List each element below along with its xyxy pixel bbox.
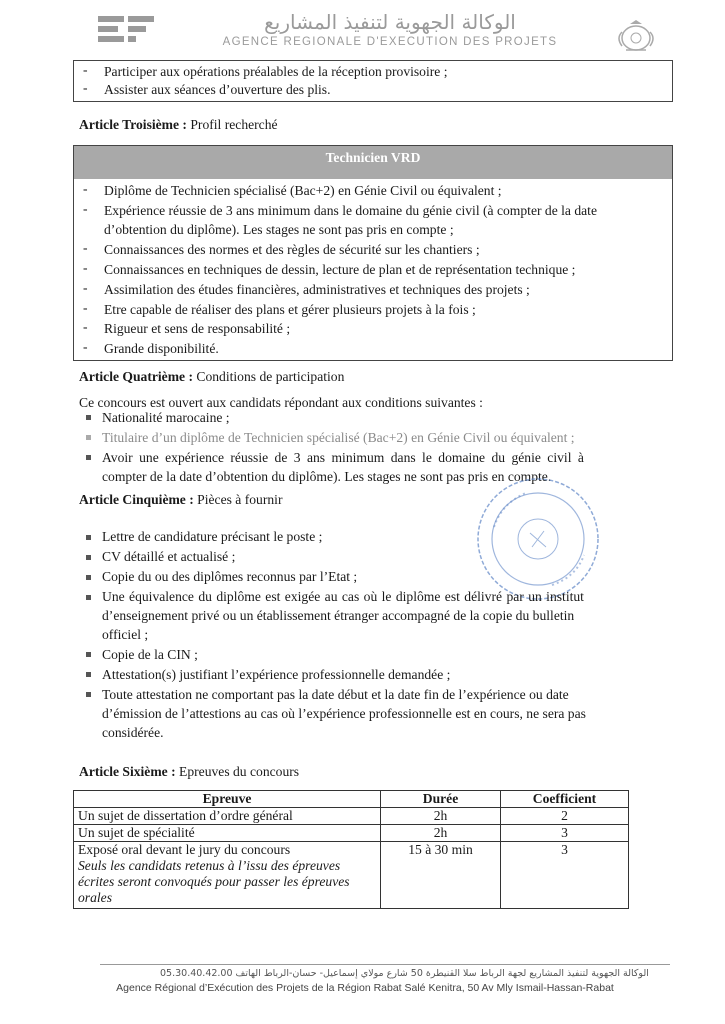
- list-item: Une équivalence du diplôme est exigée au cas où le diplôme est délivré par un institut: [102, 589, 584, 604]
- table-cell-epreuve: Un sujet de dissertation d’ordre général: [74, 808, 381, 825]
- list-item: Avoir une expérience réussie de 3 ans minimum dans le domaine du génie civil à: [102, 450, 584, 465]
- list-item: Copie du ou des diplômes reconnus par l’Etat ;: [102, 569, 358, 584]
- table-cell-epreuve: Un sujet de spécialité: [74, 825, 381, 842]
- list-dash: -: [83, 339, 88, 354]
- bullet-icon: [86, 535, 91, 540]
- bullet-icon: [86, 652, 91, 657]
- list-item: Toute attestation ne comportant pas la date début et la date fin de l’expérience ou date: [102, 687, 569, 702]
- table-cell-duree: 15 à 30 min: [381, 842, 501, 909]
- footer-address-arabic: الوكالة الجهوية لتنفيذ المشاريع لجهة الرباط سلا القنيطرة 50 شارع مولاي إسماعيل- حسان-الرباط الهاتف 05.30.40.42.00: [160, 968, 649, 979]
- epreuve-note: Seuls les candidats retenus à l’issu des épreuves écrites seront convoqués pour passer les épreuves orales: [78, 858, 350, 905]
- list-dash: -: [83, 80, 88, 95]
- list-item: Copie de la CIN ;: [102, 647, 198, 662]
- article-label: Article Sixième :: [79, 764, 176, 779]
- list-dash: -: [83, 240, 88, 255]
- table-row: [74, 808, 629, 825]
- list-item-continuation: d’enseignement privé ou un établissement étranger accompagné de la copie du bulletin: [102, 608, 575, 623]
- list-item: Grande disponibilité.: [104, 341, 219, 356]
- list-item-continuation: officiel ;: [102, 627, 149, 642]
- article-title: Epreuves du concours: [179, 764, 300, 779]
- table-cell-coef: 3: [501, 825, 629, 842]
- article-label: Article Quatrième :: [79, 369, 193, 384]
- list-dash: -: [83, 181, 88, 196]
- article-3-heading: [79, 117, 278, 133]
- list-dash: -: [83, 280, 88, 295]
- table-row: [74, 842, 629, 909]
- list-item-continuation: d’obtention du diplôme). Les stages ne sont pas pris en compte ;: [104, 222, 454, 237]
- list-item-continuation: considérée.: [102, 725, 164, 740]
- agency-logo: [96, 14, 156, 52]
- list-item: Participer aux opérations préalables de la réception provisoire ;: [104, 64, 448, 79]
- table-cell-duree: 2h: [381, 808, 501, 825]
- article-title: Profil recherché: [190, 117, 278, 132]
- list-item: Titulaire d’un diplôme de Technicien spécialisé (Bac+2) en Génie Civil ou équivalent ;: [102, 430, 575, 445]
- list-item: Diplôme de Technicien spécialisé (Bac+2) en Génie Civil ou équivalent ;: [104, 183, 502, 198]
- bullet-icon: [86, 415, 91, 420]
- list-item: Lettre de candidature précisant le poste ;: [102, 529, 323, 544]
- epreuve-title: Exposé oral devant le jury du concours: [78, 842, 291, 857]
- bullet-icon: [86, 575, 91, 580]
- article-title: Conditions de participation: [196, 369, 345, 384]
- article-4-heading: [79, 369, 344, 385]
- agency-name-french: AGENCE REGIONALE D'EXECUTION DES PROJETS: [222, 36, 558, 48]
- bullet-icon: [86, 672, 91, 677]
- list-dash: -: [83, 201, 88, 216]
- list-item: Expérience réussie de 3 ans minimum dans le domaine du génie civil (à compter de la date: [104, 203, 597, 218]
- list-item: CV détaillé et actualisé ;: [102, 549, 236, 564]
- agency-name-arabic: الوكالة الجهوية لتنفيذ المشاريع: [264, 10, 516, 34]
- table-cell-coef: 2: [501, 808, 629, 825]
- list-item-continuation: compter de la date d’obtention du diplôme). Les stages ne sont pas pris en compte.: [102, 469, 552, 484]
- column-header: Epreuve: [74, 791, 381, 808]
- article-title: Pièces à fournir: [197, 492, 283, 507]
- list-item: Etre capable de réaliser des plans et gérer plusieurs projets à la fois ;: [104, 302, 476, 317]
- article-6-heading: [79, 764, 299, 780]
- bullet-icon: [86, 692, 91, 697]
- profile-box-title: Technicien VRD: [74, 146, 672, 179]
- table-cell-coef: 3: [501, 842, 629, 909]
- column-header: Coefficient: [501, 791, 629, 808]
- list-item: Rigueur et sens de responsabilité ;: [104, 321, 291, 336]
- bullet-icon: [86, 435, 91, 440]
- footer-divider: [100, 964, 670, 965]
- list-item: Assister aux séances d’ouverture des plis.: [104, 82, 331, 97]
- list-item: Connaissances en techniques de dessin, lecture de plan et de représentation technique ;: [104, 262, 576, 277]
- bullet-icon: [86, 555, 91, 560]
- article-label: Article Troisième :: [79, 117, 187, 132]
- list-item: Connaissances des normes et des règles de sécurité sur les chantiers ;: [104, 242, 480, 257]
- letterhead: [0, 8, 725, 54]
- list-item-continuation: d’émission de l’attestions au cas où l’expérience professionnelle est en cours, ne sera pas: [102, 706, 586, 721]
- official-stamp: [472, 473, 604, 605]
- column-header: Durée: [381, 791, 501, 808]
- list-item: Attestation(s) justifiant l’expérience professionnelle demandée ;: [102, 667, 451, 682]
- table-cell-epreuve: [74, 842, 381, 909]
- list-dash: -: [83, 300, 88, 315]
- bullet-icon: [86, 455, 91, 460]
- list-dash: -: [83, 260, 88, 275]
- agency-logo-mark: [96, 14, 156, 48]
- article-5-heading: [79, 492, 282, 508]
- list-item: Nationalité marocaine ;: [102, 410, 230, 425]
- royal-emblem-icon: [612, 18, 660, 54]
- table-cell-duree: 2h: [381, 825, 501, 842]
- list-dash: -: [83, 62, 88, 77]
- list-item: Assimilation des études financières, administratives et techniques des projets ;: [104, 282, 530, 297]
- footer-address-french: Agence Régional d’Exécution des Projets de la Région Rabat Salé Kenitra, 50 Av Mly Ismail-Hassan-Rabat: [116, 982, 614, 994]
- table-row: [74, 825, 629, 842]
- article-label: Article Cinquième :: [79, 492, 194, 507]
- table-header-row: [74, 791, 629, 808]
- article-4-intro: Ce concours est ouvert aux candidats répondant aux conditions suivantes :: [79, 395, 483, 410]
- list-dash: -: [83, 319, 88, 334]
- exam-table: [73, 790, 629, 909]
- bullet-icon: [86, 595, 91, 600]
